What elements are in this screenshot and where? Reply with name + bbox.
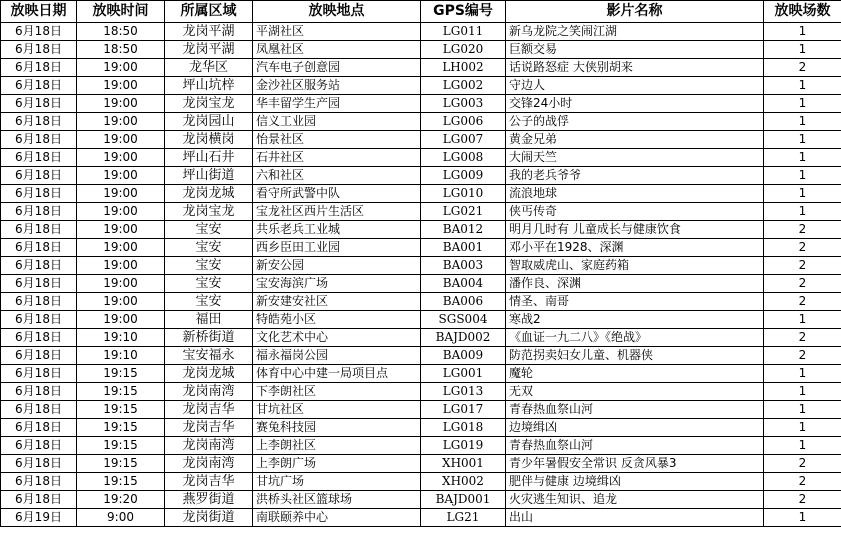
film-cell: 肥伴与健康 边境缉凶: [506, 473, 764, 491]
film-cell: 潘作良、深渊: [506, 275, 764, 293]
time-cell: 19:00: [77, 257, 165, 275]
count-cell: 1: [764, 77, 841, 95]
date-cell: 6月18日: [1, 473, 77, 491]
place-cell: 信义工业园: [253, 113, 421, 131]
area-cell: 龙岗宝龙: [165, 203, 253, 221]
area-cell: 龙岗吉华: [165, 401, 253, 419]
time-cell: 19:15: [77, 473, 165, 491]
table-row: [1, 77, 841, 95]
time-cell: 19:00: [77, 185, 165, 203]
date-cell: 6月18日: [1, 95, 77, 113]
time-cell: 19:10: [77, 329, 165, 347]
table-row: [1, 509, 841, 527]
table-row: [1, 185, 841, 203]
film-cell: 寒战2: [506, 311, 764, 329]
gps-cell: LG009: [421, 167, 506, 185]
date-cell: 6月18日: [1, 275, 77, 293]
time-cell: 19:15: [77, 383, 165, 401]
table-row: [1, 311, 841, 329]
table-row: [1, 41, 841, 59]
place-cell: 金沙社区服务站: [253, 77, 421, 95]
table-row: [1, 95, 841, 113]
place-cell: 特皓苑小区: [253, 311, 421, 329]
table-row: [1, 383, 841, 401]
count-cell: 1: [764, 509, 841, 527]
date-cell: 6月18日: [1, 491, 77, 509]
gps-cell: LG021: [421, 203, 506, 221]
table-row: [1, 419, 841, 437]
film-cell: 巨额交易: [506, 41, 764, 59]
place-cell: 看守所武警中队: [253, 185, 421, 203]
area-cell: 宝安: [165, 239, 253, 257]
time-cell: 19:00: [77, 149, 165, 167]
table-row: [1, 59, 841, 77]
gps-cell: XH001: [421, 455, 506, 473]
area-cell: 龙岗南湾: [165, 437, 253, 455]
film-cell: 公子的战俘: [506, 113, 764, 131]
count-cell: 1: [764, 149, 841, 167]
place-cell: 共乐老兵工业城: [253, 221, 421, 239]
time-cell: 19:15: [77, 437, 165, 455]
time-cell: 19:00: [77, 275, 165, 293]
film-cell: 流浪地球: [506, 185, 764, 203]
gps-cell: LG007: [421, 131, 506, 149]
count-cell: 1: [764, 311, 841, 329]
place-cell: 赛兔科技园: [253, 419, 421, 437]
gps-cell: BA009: [421, 347, 506, 365]
time-cell: 19:15: [77, 365, 165, 383]
date-cell: 6月18日: [1, 59, 77, 77]
date-cell: 6月18日: [1, 347, 77, 365]
film-cell: 出山: [506, 509, 764, 527]
area-cell: 龙岗平湖: [165, 23, 253, 41]
film-cell: 黄金兄弟: [506, 131, 764, 149]
table-row: [1, 239, 841, 257]
place-cell: 新安公园: [253, 257, 421, 275]
area-cell: 坪山街道: [165, 167, 253, 185]
film-cell: 情圣、南哥: [506, 293, 764, 311]
area-cell: 宝安: [165, 293, 253, 311]
film-cell: 守边人: [506, 77, 764, 95]
film-cell: 大闹天竺: [506, 149, 764, 167]
table-row: [1, 401, 841, 419]
time-cell: 19:00: [77, 239, 165, 257]
gps-cell: LG019: [421, 437, 506, 455]
gps-cell: LG010: [421, 185, 506, 203]
area-cell: 龙岗南湾: [165, 383, 253, 401]
header-row: [1, 1, 841, 23]
area-cell: 宝安: [165, 275, 253, 293]
count-cell: 1: [764, 401, 841, 419]
area-cell: 坪山坑梓: [165, 77, 253, 95]
table-row: [1, 149, 841, 167]
gps-cell: LG006: [421, 113, 506, 131]
place-cell: 甘坑广场: [253, 473, 421, 491]
place-cell: 汽车电子创意园: [253, 59, 421, 77]
date-cell: 6月18日: [1, 311, 77, 329]
place-cell: 甘坑社区: [253, 401, 421, 419]
date-cell: 6月18日: [1, 41, 77, 59]
time-cell: 19:20: [77, 491, 165, 509]
header-gps: GPS编号: [421, 1, 506, 23]
area-cell: 燕罗街道: [165, 491, 253, 509]
place-cell: 南联颐养中心: [253, 509, 421, 527]
date-cell: 6月18日: [1, 23, 77, 41]
place-cell: 新安建安社区: [253, 293, 421, 311]
place-cell: 怡景社区: [253, 131, 421, 149]
count-cell: 1: [764, 23, 841, 41]
area-cell: 宝安福永: [165, 347, 253, 365]
film-cell: 邓小平在1928、深渊: [506, 239, 764, 257]
place-cell: 平湖社区: [253, 23, 421, 41]
date-cell: 6月19日: [1, 509, 77, 527]
film-cell: 无双: [506, 383, 764, 401]
count-cell: 2: [764, 473, 841, 491]
count-cell: 2: [764, 221, 841, 239]
area-cell: 宝安: [165, 221, 253, 239]
date-cell: 6月18日: [1, 401, 77, 419]
place-cell: 洪桥头社区篮球场: [253, 491, 421, 509]
place-cell: 上李朗社区: [253, 437, 421, 455]
count-cell: 2: [764, 275, 841, 293]
header-date: 放映日期: [1, 1, 77, 23]
place-cell: 六和社区: [253, 167, 421, 185]
gps-cell: LG013: [421, 383, 506, 401]
date-cell: 6月18日: [1, 455, 77, 473]
time-cell: 19:15: [77, 455, 165, 473]
gps-cell: BA001: [421, 239, 506, 257]
table-row: [1, 365, 841, 383]
area-cell: 龙岗宝龙: [165, 95, 253, 113]
place-cell: 福永福岗公园: [253, 347, 421, 365]
table-row: [1, 23, 841, 41]
gps-cell: BAJD002: [421, 329, 506, 347]
count-cell: 2: [764, 257, 841, 275]
count-cell: 1: [764, 365, 841, 383]
gps-cell: LG011: [421, 23, 506, 41]
date-cell: 6月18日: [1, 329, 77, 347]
gps-cell: LH002: [421, 59, 506, 77]
date-cell: 6月18日: [1, 185, 77, 203]
time-cell: 19:00: [77, 113, 165, 131]
table-row: [1, 131, 841, 149]
place-cell: 石井社区: [253, 149, 421, 167]
table-row: [1, 275, 841, 293]
area-cell: 龙岗南湾: [165, 455, 253, 473]
area-cell: 龙岗吉华: [165, 473, 253, 491]
table-row: [1, 437, 841, 455]
film-cell: 防范拐卖妇女儿童、机器侠: [506, 347, 764, 365]
gps-cell: LG008: [421, 149, 506, 167]
table-row: [1, 113, 841, 131]
time-cell: 19:00: [77, 311, 165, 329]
gps-cell: BAJD001: [421, 491, 506, 509]
date-cell: 6月18日: [1, 167, 77, 185]
gps-cell: LG020: [421, 41, 506, 59]
gps-cell: LG002: [421, 77, 506, 95]
film-cell: 侠丐传奇: [506, 203, 764, 221]
time-cell: 19:00: [77, 77, 165, 95]
header-count: 放映场数: [764, 1, 841, 23]
date-cell: 6月18日: [1, 419, 77, 437]
table-row: [1, 329, 841, 347]
date-cell: 6月18日: [1, 239, 77, 257]
place-cell: 上李朗广场: [253, 455, 421, 473]
time-cell: 19:15: [77, 419, 165, 437]
count-cell: 2: [764, 59, 841, 77]
film-cell: 智取威虎山、家庭药箱: [506, 257, 764, 275]
film-cell: 火灾逃生知识、追龙: [506, 491, 764, 509]
film-cell: 新乌龙院之笑闹江湖: [506, 23, 764, 41]
date-cell: 6月18日: [1, 113, 77, 131]
film-cell: 青春热血祭山河: [506, 437, 764, 455]
area-cell: 龙岗园山: [165, 113, 253, 131]
area-cell: 新桥街道: [165, 329, 253, 347]
count-cell: 1: [764, 41, 841, 59]
count-cell: 2: [764, 347, 841, 365]
film-cell: 明月几时有 儿童成长与健康饮食: [506, 221, 764, 239]
area-cell: 龙岗街道: [165, 509, 253, 527]
count-cell: 2: [764, 293, 841, 311]
place-cell: 西乡臣田工业园: [253, 239, 421, 257]
header-area: 所属区域: [165, 1, 253, 23]
table-row: [1, 473, 841, 491]
header-time: 放映时间: [77, 1, 165, 23]
time-cell: 19:00: [77, 167, 165, 185]
area-cell: 龙岗龙城: [165, 365, 253, 383]
count-cell: 1: [764, 131, 841, 149]
date-cell: 6月18日: [1, 257, 77, 275]
table-row: [1, 347, 841, 365]
gps-cell: LG001: [421, 365, 506, 383]
header-film: 影片名称: [506, 1, 764, 23]
count-cell: 1: [764, 167, 841, 185]
gps-cell: BA006: [421, 293, 506, 311]
time-cell: 19:00: [77, 59, 165, 77]
count-cell: 1: [764, 383, 841, 401]
time-cell: 19:15: [77, 401, 165, 419]
place-cell: 宝安海滨广场: [253, 275, 421, 293]
film-cell: 交锋24小时: [506, 95, 764, 113]
gps-cell: XH002: [421, 473, 506, 491]
date-cell: 6月18日: [1, 383, 77, 401]
table-row: [1, 203, 841, 221]
header-place: 放映地点: [253, 1, 421, 23]
date-cell: 6月18日: [1, 149, 77, 167]
film-cell: 我的老兵爷爷: [506, 167, 764, 185]
count-cell: 2: [764, 239, 841, 257]
date-cell: 6月18日: [1, 77, 77, 95]
area-cell: 龙岗吉华: [165, 419, 253, 437]
gps-cell: LG21: [421, 509, 506, 527]
gps-cell: LG018: [421, 419, 506, 437]
area-cell: 龙岗横岗: [165, 131, 253, 149]
film-cell: 魔轮: [506, 365, 764, 383]
gps-cell: LG017: [421, 401, 506, 419]
time-cell: 18:50: [77, 41, 165, 59]
film-cell: 《血证一九二八》《绝战》: [506, 329, 764, 347]
table-row: [1, 257, 841, 275]
gps-cell: BA004: [421, 275, 506, 293]
time-cell: 19:10: [77, 347, 165, 365]
date-cell: 6月18日: [1, 437, 77, 455]
film-cell: 青少年暑假安全常识 反贪风暴3: [506, 455, 764, 473]
table-row: [1, 167, 841, 185]
gps-cell: LG003: [421, 95, 506, 113]
place-cell: 体育中心中建一局项目点: [253, 365, 421, 383]
area-cell: 龙华区: [165, 59, 253, 77]
area-cell: 龙岗龙城: [165, 185, 253, 203]
count-cell: 1: [764, 437, 841, 455]
gps-cell: BA003: [421, 257, 506, 275]
area-cell: 龙岗平湖: [165, 41, 253, 59]
date-cell: 6月18日: [1, 365, 77, 383]
date-cell: 6月18日: [1, 131, 77, 149]
time-cell: 19:00: [77, 221, 165, 239]
area-cell: 福田: [165, 311, 253, 329]
table-row: [1, 455, 841, 473]
count-cell: 1: [764, 113, 841, 131]
time-cell: 19:00: [77, 95, 165, 113]
date-cell: 6月18日: [1, 203, 77, 221]
gps-cell: BA012: [421, 221, 506, 239]
time-cell: 19:00: [77, 293, 165, 311]
time-cell: 18:50: [77, 23, 165, 41]
place-cell: 凤凰社区: [253, 41, 421, 59]
place-cell: 宝龙社区西片生活区: [253, 203, 421, 221]
table-body: [1, 23, 841, 527]
date-cell: 6月18日: [1, 293, 77, 311]
film-cell: 话说路怒症 大侠别胡来: [506, 59, 764, 77]
time-cell: 19:00: [77, 131, 165, 149]
place-cell: 文化艺术中心: [253, 329, 421, 347]
date-cell: 6月18日: [1, 221, 77, 239]
place-cell: 下李朗社区: [253, 383, 421, 401]
table-row: [1, 491, 841, 509]
film-cell: 青春热血祭山河: [506, 401, 764, 419]
count-cell: 1: [764, 419, 841, 437]
count-cell: 1: [764, 203, 841, 221]
time-cell: 19:00: [77, 203, 165, 221]
area-cell: 宝安: [165, 257, 253, 275]
count-cell: 1: [764, 185, 841, 203]
time-cell: 9:00: [77, 509, 165, 527]
count-cell: 1: [764, 95, 841, 113]
count-cell: 2: [764, 329, 841, 347]
table-row: [1, 293, 841, 311]
area-cell: 坪山石井: [165, 149, 253, 167]
film-cell: 边境缉凶: [506, 419, 764, 437]
place-cell: 华丰留学生产园: [253, 95, 421, 113]
count-cell: 2: [764, 491, 841, 509]
count-cell: 2: [764, 455, 841, 473]
gps-cell: SGS004: [421, 311, 506, 329]
table-row: [1, 221, 841, 239]
